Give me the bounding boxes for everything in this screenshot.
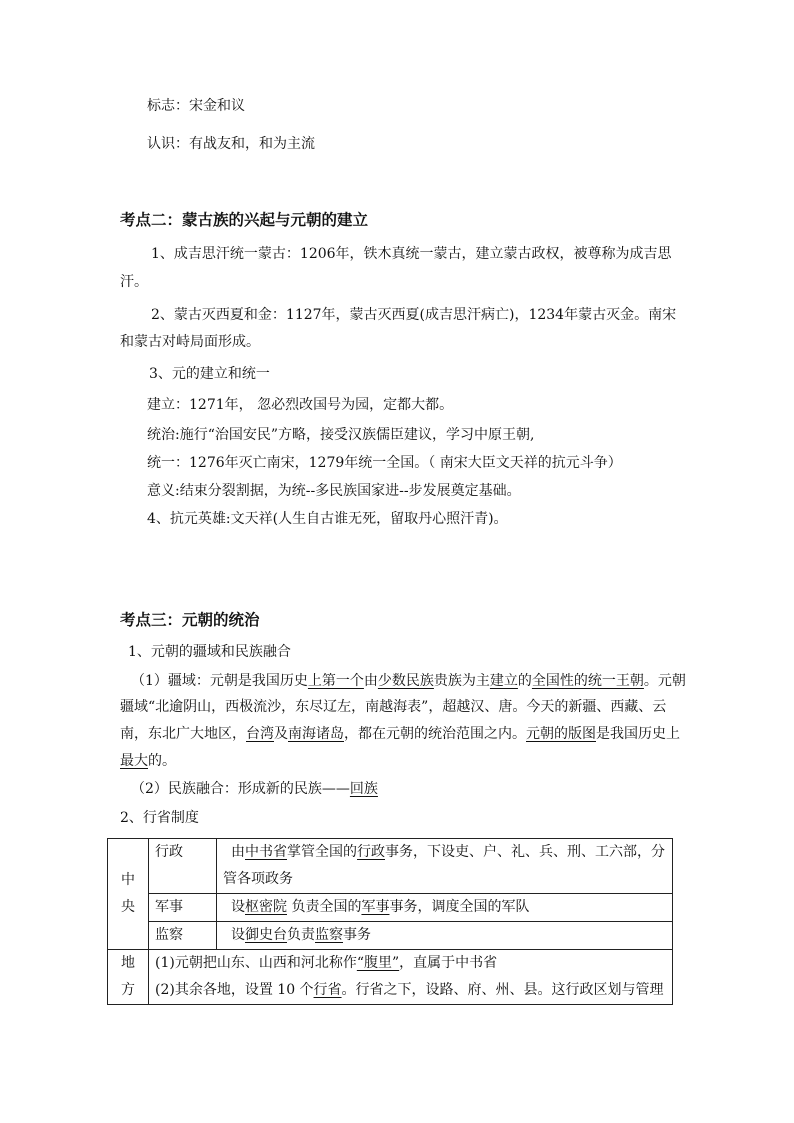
- table-row: [108, 894, 673, 922]
- item4-line: 4、抗元英雄:文天祥(人生自古谁无死，留取丹心照汗青)。: [147, 511, 508, 527]
- item1-line1: 1、成吉思汗统一蒙古：1206年，铁木真统一蒙古，建立蒙古政权，被尊称为成吉思: [151, 246, 672, 262]
- table-row: [108, 839, 673, 894]
- item3-title: 3、元的建立和统一: [149, 366, 270, 382]
- table-row: [108, 922, 673, 950]
- item1-line2: 汗。: [120, 274, 148, 290]
- territory-line3: 南，东北广大地区，台湾及南海诸岛，都在元朝的统治范围之内。元朝的版图是我国历史上: [120, 726, 680, 742]
- section3-title: 考点三：元朝的统治: [120, 610, 260, 629]
- establish-line: 建立：1271年， 忽必烈改国号为园，定都大都。: [147, 397, 454, 413]
- intro-sign: 标志：宋金和议: [147, 98, 245, 114]
- central-cell: 中 央: [108, 839, 149, 950]
- territory-line4: 最大的。: [120, 753, 176, 769]
- intro-view: 认识：有战友和，和为主流: [147, 136, 315, 152]
- supervise-cell: 设御史台负责监察事务: [217, 922, 673, 950]
- rule-line: 统治:施行“治国安民”方略，接受汉族儒臣建议，学习中原王朝,: [147, 427, 535, 443]
- province-system-table: [107, 838, 673, 1005]
- local-content-cell: (1)元朝把山东、山西和河北称作“腹里”，直属于中书省 (2)其余各地，设置 10 个行省。行省之下，设路、府、州、县。这行政区划与管理: [149, 950, 673, 1005]
- territory-line1: （1）疆域：元朝是我国历史上第一个由少数民族贵族为主建立的全国性的统一王朝。元朝: [131, 673, 686, 689]
- military-cell: 设枢密院 负责全国的军事事务，调度全国的军队: [217, 894, 673, 922]
- supervise-label: 监察: [149, 922, 217, 950]
- sub2-title: 2、行省制度: [120, 810, 199, 826]
- admin-label: 行政: [149, 839, 217, 894]
- item2-line2: 和蒙古对峙局面形成。: [120, 334, 260, 350]
- military-label: 军事: [149, 894, 217, 922]
- territory-line2: 疆域“北逾阴山，西极流沙，东尽辽左，南越海表”，超越汉、唐。今天的新疆、西藏、云: [120, 699, 667, 715]
- section2-title: 考点二：蒙古族的兴起与元朝的建立: [120, 210, 369, 229]
- sub1-title: 1、元朝的疆域和民族融合: [128, 644, 291, 660]
- meaning-line: 意义:结束分裂割据，为统--多民族国家进--步发展奠定基础。: [147, 483, 521, 499]
- local-cell: 地 方: [108, 950, 149, 1005]
- item2-line1: 2、蒙古灭西夏和金：1127年，蒙古灭西夏(成吉思汗病亡)，1234年蒙古灭金。南宋: [151, 307, 677, 323]
- admin-cell: 由中书省掌管全国的行政事务，下设吏、户、礼、兵、刑、工六部，分 管各项政务: [217, 839, 673, 894]
- unify-line: 统一：1276年灭亡南宋，1279年统一全国。（ 南宋大臣文天祥的抗元斗争）: [147, 455, 622, 471]
- table-row: [108, 950, 673, 1005]
- fusion-line: （2）民族融合：形成新的民族——回族: [131, 781, 378, 797]
